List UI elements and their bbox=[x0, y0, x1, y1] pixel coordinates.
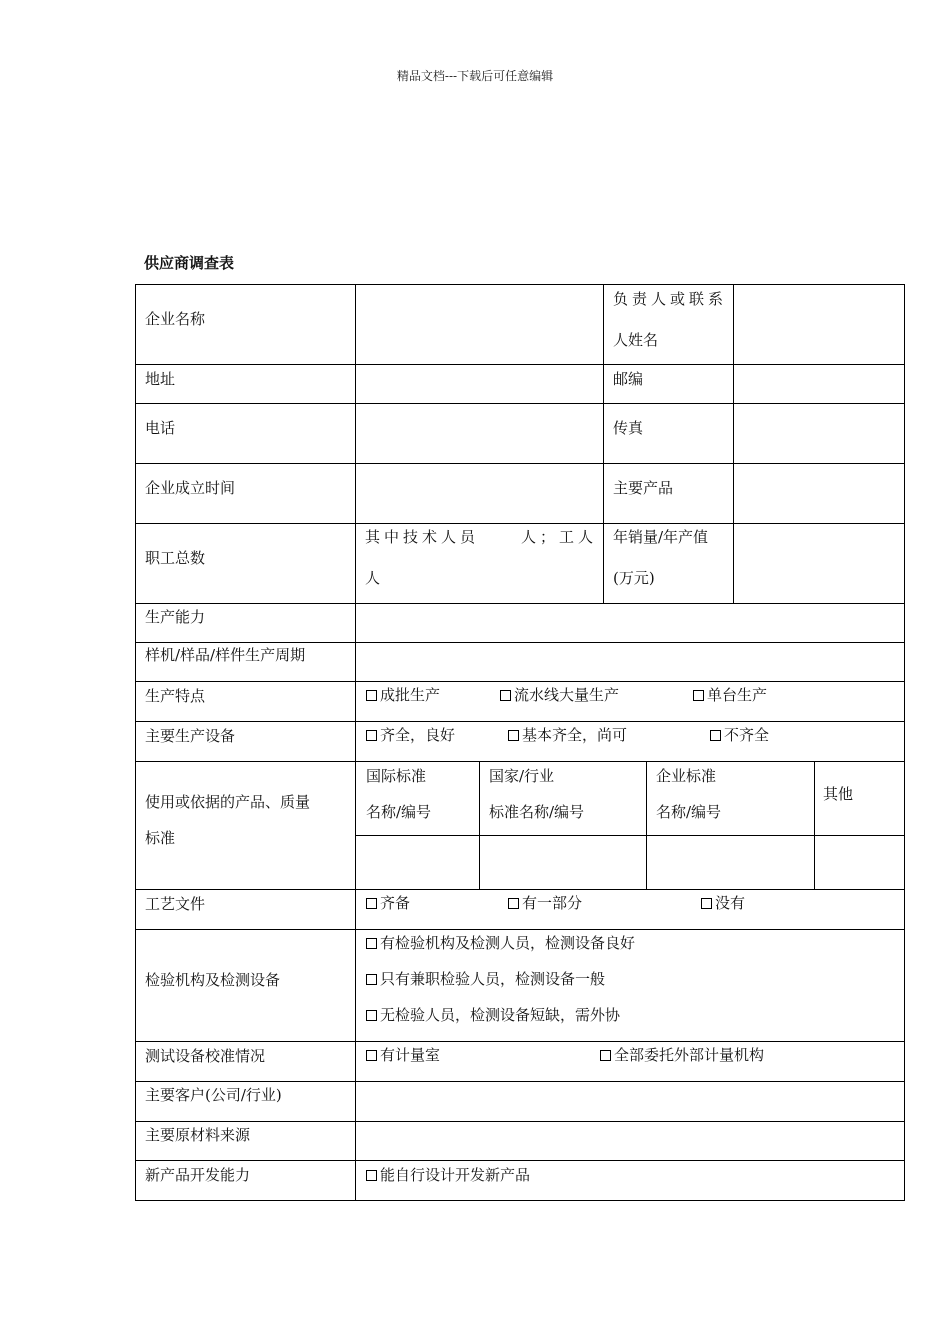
label-new-product: 新产品开发能力 bbox=[145, 1166, 251, 1184]
checkbox-icon bbox=[693, 690, 704, 701]
table-line bbox=[135, 1160, 905, 1161]
checkbox-icon bbox=[710, 730, 721, 741]
checkbox-icon bbox=[366, 730, 377, 741]
option-inspection-full[interactable]: 有检验机构及检测人员，检测设备良好 bbox=[366, 934, 635, 952]
checkbox-icon bbox=[366, 1010, 377, 1021]
table-line bbox=[135, 929, 905, 930]
label-postcode: 邮编 bbox=[613, 370, 644, 388]
checkbox-icon bbox=[508, 898, 519, 909]
checkbox-icon bbox=[366, 1050, 377, 1061]
label-fax: 传真 bbox=[613, 419, 644, 437]
label-main-products: 主要产品 bbox=[613, 479, 674, 497]
label-prod-features: 生产特点 bbox=[145, 687, 206, 705]
label-address: 地址 bbox=[145, 370, 176, 388]
label-capacity: 生产能力 bbox=[145, 608, 206, 626]
label-contact-line2: 人姓名 bbox=[613, 331, 659, 349]
label-contact-line1: 负责人或联系 bbox=[613, 290, 728, 308]
option-self-develop[interactable]: 能自行设计开发新产品 bbox=[366, 1166, 530, 1184]
label-sample-cycle: 样机/样品/样件生产周期 bbox=[145, 646, 306, 664]
table-line bbox=[479, 761, 480, 890]
option-external-metrology[interactable]: 全部委托外部计量机构 bbox=[600, 1046, 764, 1064]
label-calibration: 测试设备校准情况 bbox=[145, 1047, 266, 1065]
label-founded: 企业成立时间 bbox=[145, 479, 236, 497]
checkbox-icon bbox=[600, 1050, 611, 1061]
table-line bbox=[135, 642, 905, 643]
table-line bbox=[603, 284, 604, 604]
col-enterprise-line2: 名称/编号 bbox=[656, 803, 722, 821]
table-line bbox=[135, 1081, 905, 1082]
table-line bbox=[135, 761, 905, 762]
table-line bbox=[904, 284, 905, 1201]
table-line bbox=[355, 835, 905, 836]
label-company-name: 企业名称 bbox=[145, 310, 206, 328]
table-line bbox=[355, 284, 356, 1201]
table-line bbox=[135, 1041, 905, 1042]
label-standards-line2: 标准 bbox=[145, 829, 176, 847]
table-line bbox=[135, 603, 905, 604]
table-line bbox=[135, 889, 905, 890]
option-metrology-room[interactable]: 有计量室 bbox=[366, 1046, 440, 1064]
checkbox-icon bbox=[500, 690, 511, 701]
option-equipment-mostly[interactable]: 基本齐全，尚可 bbox=[508, 726, 627, 744]
label-standards-line1: 使用或依据的产品、质量 bbox=[145, 793, 311, 811]
table-line bbox=[135, 523, 905, 524]
table-line bbox=[135, 403, 905, 404]
option-docs-complete[interactable]: 齐备 bbox=[366, 894, 410, 912]
worker-unit: 人 bbox=[365, 569, 381, 587]
table-line bbox=[135, 284, 905, 285]
tech-staff-text: 其中技术人员 bbox=[365, 528, 480, 546]
table-line bbox=[135, 463, 905, 464]
label-process-docs: 工艺文件 bbox=[145, 895, 206, 913]
label-inspection: 检验机构及检测设备 bbox=[145, 971, 281, 989]
checkbox-icon bbox=[366, 690, 377, 701]
option-batch-production[interactable]: 成批生产 bbox=[366, 686, 440, 704]
table-line bbox=[135, 1121, 905, 1122]
label-sales-line1: 年销量/年产值 bbox=[613, 528, 709, 546]
page-header: 精品文档---下载后可任意编辑 bbox=[396, 69, 554, 83]
label-customers: 主要客户(公司/行业) bbox=[145, 1086, 282, 1104]
table-line bbox=[135, 721, 905, 722]
label-sales-line2: (万元) bbox=[613, 569, 655, 587]
worker-text: 人；工人 bbox=[521, 528, 598, 546]
option-assembly-line[interactable]: 流水线大量生产 bbox=[500, 686, 619, 704]
checkbox-icon bbox=[366, 898, 377, 909]
table-line bbox=[135, 284, 136, 1201]
option-equipment-complete[interactable]: 齐全，良好 bbox=[366, 726, 455, 744]
table-line bbox=[814, 761, 815, 890]
option-docs-partial[interactable]: 有一部分 bbox=[508, 894, 582, 912]
table-line bbox=[135, 1200, 905, 1201]
col-intl-line2: 名称/编号 bbox=[366, 803, 432, 821]
col-other: 其他 bbox=[823, 785, 854, 803]
label-staff-total: 职工总数 bbox=[145, 549, 206, 567]
checkbox-icon bbox=[366, 938, 377, 949]
option-equipment-incomplete[interactable]: 不齐全 bbox=[710, 726, 769, 744]
checkbox-icon bbox=[366, 1170, 377, 1181]
table-line bbox=[135, 364, 905, 365]
table-line bbox=[135, 681, 905, 682]
checkbox-icon bbox=[508, 730, 519, 741]
table-line bbox=[646, 761, 647, 890]
checkbox-icon bbox=[701, 898, 712, 909]
option-docs-none[interactable]: 没有 bbox=[701, 894, 745, 912]
col-enterprise-line1: 企业标准 bbox=[656, 767, 717, 785]
option-inspection-none[interactable]: 无检验人员，检测设备短缺，需外协 bbox=[366, 1006, 620, 1024]
table-line bbox=[733, 284, 734, 604]
label-main-equipment: 主要生产设备 bbox=[145, 727, 236, 745]
col-intl-line1: 国际标准 bbox=[366, 767, 427, 785]
checkbox-icon bbox=[366, 974, 377, 985]
label-materials: 主要原材料来源 bbox=[145, 1126, 251, 1144]
col-national-line1: 国家/行业 bbox=[489, 767, 555, 785]
col-national-line2: 标准名称/编号 bbox=[489, 803, 585, 821]
form-title: 供应商调查表 bbox=[144, 254, 235, 272]
option-inspection-parttime[interactable]: 只有兼职检验人员，检测设备一般 bbox=[366, 970, 605, 988]
option-single-unit[interactable]: 单台生产 bbox=[693, 686, 767, 704]
label-phone: 电话 bbox=[145, 419, 176, 437]
